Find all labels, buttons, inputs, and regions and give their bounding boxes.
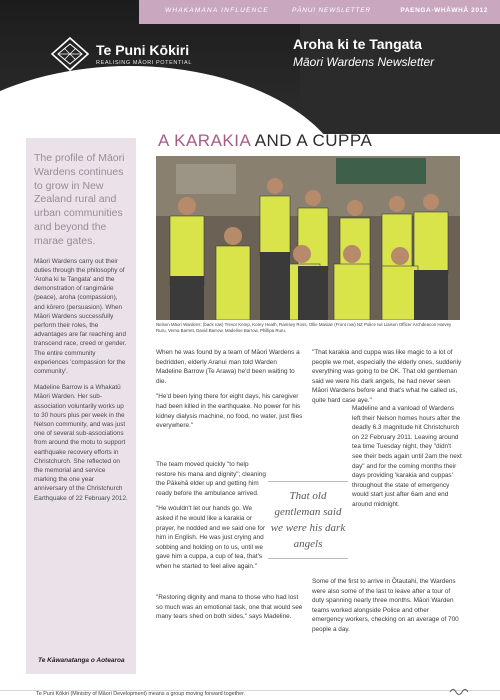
masthead	[293, 36, 493, 69]
pull-quote: That old gentleman said we were his dark angels	[268, 481, 348, 559]
section-tag: WHAKAMANA INFLUENCE	[165, 7, 269, 14]
article-paragraph: "He'd been lying there for eight days, his caregiver had been killed in the earthquake. No power for his kidney dialysis machine, no food, no water, just flies everywhere."	[156, 393, 303, 430]
article-paragraph: "He wouldn't let our hands go. We asked if he would like a karakia or prayer, he nodded and we said one for him in English. He was just crying and sobbing and holding on to us, until we gave him a cuppa, a cup of tea, that's when he started to feel alive again."	[156, 505, 266, 570]
photo-caption: Nelson Māori Wardens: (back row) Trevor Kemp, Korey Heath, Ramsey Ross, Ollie Masiae (Front row) NZ Police Iwi Liaison Officer Archdeacon Harvey Ruru, Verna Barrett, David Barrow, Madeline Barrow, Phillipa Ruru.	[156, 322, 452, 333]
article-paragraph: Some of the first to arrive in Ōtautahi, the Wardens were also some of the last to leave after a tour of duty spanning nearly three months. Māori Warden teams worked alongside Police and other emergency workers, checking on an average of 700 people a day.	[312, 578, 459, 633]
article-column-1-lower	[156, 593, 306, 628]
header-tag-band	[139, 0, 500, 24]
article-column-2-lower	[312, 577, 462, 635]
issue-date: PAENGA-WHĀWHĀ 2012	[400, 7, 488, 14]
headline-rest: AND A CUPPA	[254, 131, 373, 150]
newsletter-tag: PĀNUI NEWSLETTER	[292, 7, 371, 14]
article-column-2	[312, 348, 462, 412]
sidebar-paragraph: Māori Wardens carry out their duties through the philosophy of 'Aroha ki te Tangata' and the demonstration of rangimārie (peace), aroha (compassion), and kōrero (persuasion). When Māori Wardens successfully perform their roles, the advantages are far reaching and transcend race, creed or gender. The entire community experiences 'compassion for the community'.	[34, 257, 127, 376]
logo-name: Te Puni Kōkiri	[96, 42, 190, 58]
article-paragraph: When he was found by a team of Māori Wardens a bedridden, elderly Aranui man told Warden Madeline Barrow (Te Arawa) he'd been waiting to die.	[156, 349, 300, 385]
logo-tagline: REALISING MĀORI POTENTIAL	[96, 60, 192, 66]
article-column-1	[156, 348, 304, 437]
group-photo	[156, 156, 460, 320]
diamond-logo-icon	[50, 36, 90, 72]
sidebar	[26, 138, 136, 674]
masthead-title: Aroha ki te Tangata	[293, 36, 422, 52]
article-paragraph: Madeline and a vanload of Wardens left their Nelson homes hours after the deadly 6.3 magnitude hit Christchurch on 22 February 2011. Leaving around tea time Tuesday night, they "didn't see their beds again until 2am the next day" and for the coming months their days providing 'karakia and cuppas' throughout the state of emergency would start just after 6am and end around midnight.	[352, 405, 462, 508]
sidebar-lead: The profile of Māori Wardens continues to grow in New Zealand rural and urban communities and beyond the marae gates.	[34, 152, 125, 247]
sidebar-paragraph: Madeline Barrow is a Whakatū Māori Warden. Her sub-association voluntarily works up to 30 hours plus per week in the Nelson community, and was just one of several sub-associations from around the motu to support earthquake recovery efforts in Christchurch. She reflected on the memorial and service marking the one year anniversary of the Christchurch Earthquake of 22 February 2012.	[34, 384, 128, 502]
article-paragraph: "Restoring dignity and mana to those who had lost so much was an emotional task, one that would see many tears shed on both sides," says Madeline.	[156, 594, 303, 621]
headline-accent: A KARAKIA	[158, 131, 251, 150]
article-headline	[158, 131, 372, 151]
article-paragraph: "That karakia and cuppa was like magic to a lot of people we met, especially the elderly ones, suddenly everything was going to be OK. That old gentleman said we were his dark angels, he had never seen Māori Wardens before and that's what he called us, quite hard case aye."	[312, 349, 462, 404]
page-header	[0, 0, 500, 134]
koru-pattern-icon	[448, 687, 468, 697]
wardens-photo-illustration	[156, 156, 460, 320]
masthead-subtitle: Māori Wardens Newsletter	[293, 55, 435, 69]
article-paragraph: The team moved quickly "to help restore his mana and dignity"; cleaning the Pākehā elder up and getting him ready before the ambulance arrived.	[156, 461, 266, 497]
footer-text: Te Puni Kōkiri (Ministry of Māori Development) means a group moving forward together.	[36, 691, 246, 697]
government-logo: Te Kāwanatanga o Aotearoa	[38, 657, 125, 664]
article-column-1-narrow	[156, 460, 266, 578]
article-column-2-narrow	[352, 404, 462, 510]
